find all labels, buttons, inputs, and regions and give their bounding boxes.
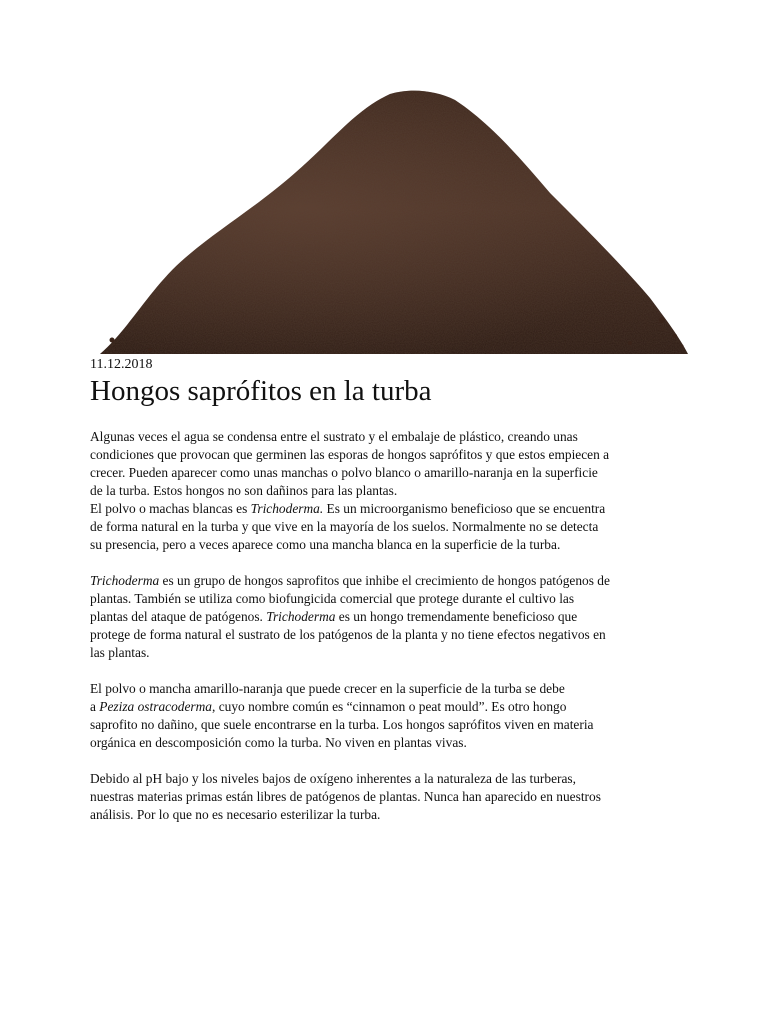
paragraph-trichoderma-details: [90, 572, 680, 662]
text-line: las plantas.: [90, 645, 150, 660]
text-line: de la turba. Estos hongos no son dañinos para las plantas.: [90, 483, 398, 498]
text-line: [90, 500, 680, 518]
text-line: análisis. Por lo que no es necesario esterilizar la turba.: [90, 807, 381, 822]
species-name: Trichoderma: [90, 573, 160, 588]
text-line: nuestras materias primas están libres de patógenos de plantas. Nunca han aparecido en nuestros: [90, 789, 601, 804]
text-line: crecer. Pueden aparecer como unas manchas o polvo blanco o amarillo-naranja en la superficie: [90, 465, 598, 480]
text-run: El polvo o machas blancas es: [90, 501, 251, 516]
paragraph-peziza: [90, 680, 680, 752]
text-line: condiciones que provocan que germinen las esporas de hongos saprófitos y que estos empiecen a: [90, 447, 610, 462]
text-line: saprofito no dañino, que suele encontrarse en la turba. Los hongos saprófitos viven en materia: [90, 717, 594, 732]
paragraph-condensation: [90, 428, 680, 500]
page-title: Hongos saprófitos en la turba: [90, 375, 432, 407]
text-run: plantas del ataque de patógenos.: [90, 609, 267, 624]
species-name: Peziza ostracoderma: [99, 699, 212, 714]
species-name: Trichoderma.: [250, 501, 324, 516]
publication-date: 11.12.2018: [90, 357, 153, 372]
text-line: [90, 572, 680, 590]
text-run: a: [90, 699, 100, 714]
text-line: de forma natural en la turba y que vive en la mayoría de los suelos. Normalmente no se detecta: [90, 519, 599, 534]
article-body: [90, 428, 680, 824]
paragraph-pathogen-free: [90, 770, 680, 824]
text-run: , cuyo nombre común es “cinnamon o peat mould”. Es otro hongo: [212, 699, 567, 714]
text-run: es un grupo de hongos saprofitos que inhibe el crecimiento de hongos patógenos de: [159, 573, 610, 588]
text-line: protege de forma natural el sustrato de los patógenos de la planta y no tiene efectos negativos en: [90, 627, 606, 642]
soil-pile-icon: [90, 88, 690, 356]
paragraph-trichoderma-intro: [90, 500, 680, 554]
species-name: Trichoderma: [266, 609, 336, 624]
text-line: plantas. También se utiliza como biofungicida comercial que protege durante el cultivo las: [90, 591, 575, 606]
text-run: es un hongo tremendamente beneficioso que: [335, 609, 578, 624]
text-line: su presencia, pero a veces aparece como una mancha blanca en la superficie de la turba.: [90, 537, 561, 552]
text-run: Es un microorganismo beneficioso que se encuentra: [323, 501, 606, 516]
text-line: El polvo o mancha amarillo-naranja que puede crecer en la superficie de la turba se debe: [90, 681, 565, 696]
text-line: Algunas veces el agua se condensa entre el sustrato y el embalaje de plástico, creando unas: [90, 429, 578, 444]
peat-soil-pile-image: [90, 88, 690, 356]
text-line: [90, 698, 680, 716]
text-line: orgánica en descomposición como la turba. No viven en plantas vivas.: [90, 735, 467, 750]
text-line: [90, 608, 680, 626]
text-line: Debido al pH bajo y los niveles bajos de oxígeno inherentes a la naturaleza de las turberas,: [90, 771, 576, 786]
